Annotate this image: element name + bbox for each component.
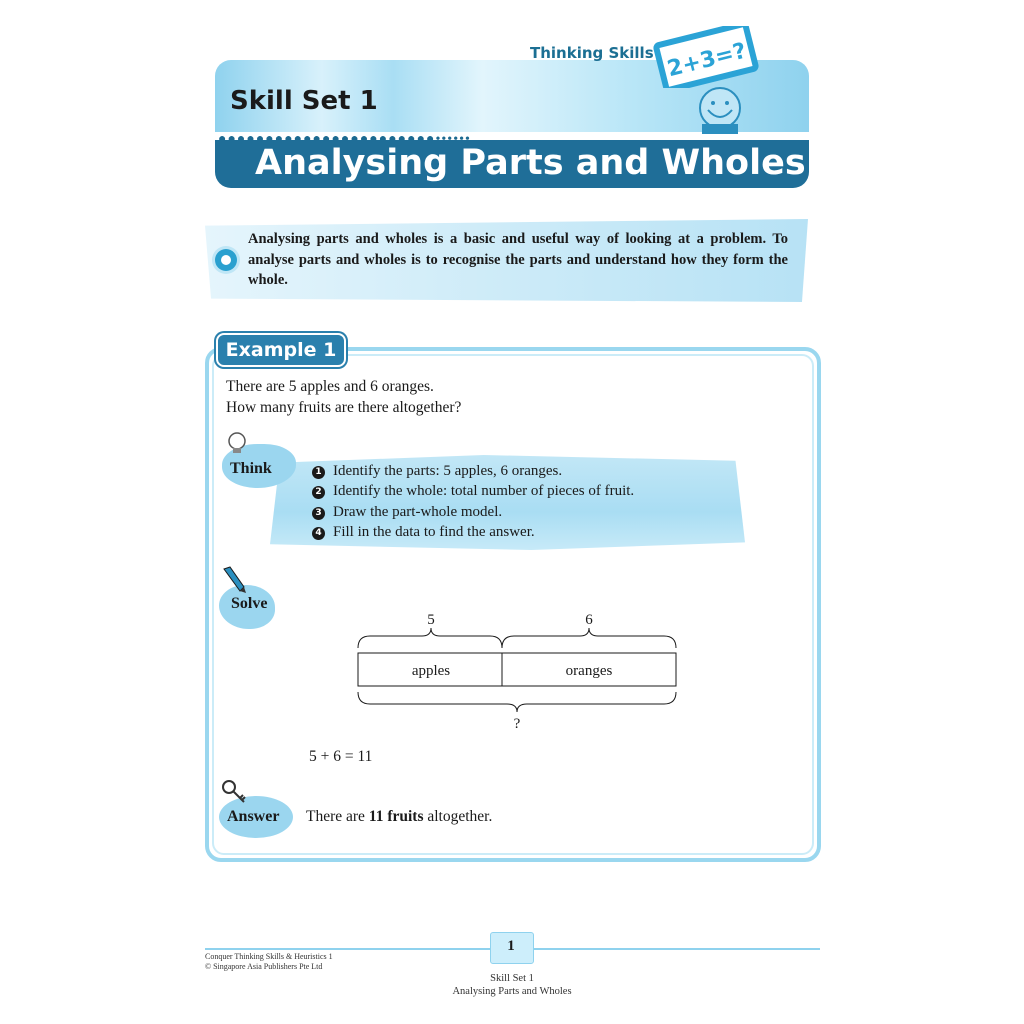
step-text: Fill in the data to find the answer.: [333, 524, 535, 540]
answer-label: Answer: [227, 808, 280, 825]
intro-text: Analysing parts and wholes is a basic and useful way of looking at a problem. To analyse parts and wholes is to recognise the parts and understand how they form the whole.: [248, 231, 788, 288]
part2-value: 6: [585, 612, 593, 628]
step-number: 4: [312, 527, 325, 540]
think-step: [312, 481, 634, 501]
answer-prefix: There are: [306, 808, 369, 825]
footer-chapter-title: Analysing Parts and Wholes: [452, 986, 572, 997]
step-number: 3: [312, 507, 325, 520]
footer-book-title: Conquer Thinking Skills & Heuristics 1: [205, 952, 333, 961]
footer-copyright: © Singapore Asia Publishers Pte Ltd: [205, 962, 323, 971]
example-label: Example 1: [216, 333, 346, 367]
part2-label: oranges: [565, 663, 613, 679]
think-label: Think: [230, 460, 272, 477]
think-step: [312, 522, 535, 542]
equation: 5 + 6 = 11: [309, 748, 373, 765]
whole-value: ?: [513, 716, 521, 732]
step-number: 2: [312, 486, 325, 499]
page-title: Analysing Parts and Wholes: [255, 143, 806, 183]
think-step: [312, 502, 502, 522]
example-frame-inner: [212, 354, 814, 855]
answer-bold: 11 fruits: [368, 808, 424, 825]
footer-book-info: [205, 952, 333, 972]
mascot-board-text: 2+3=?: [664, 38, 749, 83]
lightbulb-icon: [224, 430, 250, 456]
mascot-face-icon: [690, 84, 754, 134]
part1-label: apples: [411, 663, 451, 679]
skill-set-title: Skill Set 1: [230, 86, 378, 116]
answer-text: [306, 808, 492, 826]
bullet-icon: [215, 249, 237, 271]
part1-value: 5: [427, 612, 435, 628]
part1-brace: [358, 628, 502, 648]
think-step: [312, 461, 562, 481]
footer-skill-set: Skill Set 1: [490, 973, 534, 984]
step-text: Identify the whole: total number of pieces of fruit.: [333, 483, 635, 499]
step-text: Identify the parts: 5 apples, 6 oranges.: [333, 463, 563, 479]
part2-brace: [502, 628, 676, 648]
footer-chapter: [412, 972, 612, 998]
answer-suffix: altogether.: [423, 808, 493, 825]
part-whole-model: [352, 608, 682, 733]
step-number: 1: [312, 466, 325, 479]
whole-brace: [358, 692, 676, 712]
question-line-2: How many fruits are there altogether?: [226, 399, 462, 416]
question-line-1: There are 5 apples and 6 oranges.: [226, 378, 434, 395]
pencil-icon: [220, 565, 248, 595]
page-number: 1: [507, 938, 515, 954]
key-icon: [220, 778, 248, 806]
step-text: Draw the part-whole model.: [333, 504, 503, 520]
model-bar: [358, 653, 676, 686]
section-label: Thinking Skills: [530, 44, 654, 62]
math-board-icon: [652, 26, 760, 88]
solve-label: Solve: [231, 595, 268, 612]
question: [226, 376, 461, 418]
